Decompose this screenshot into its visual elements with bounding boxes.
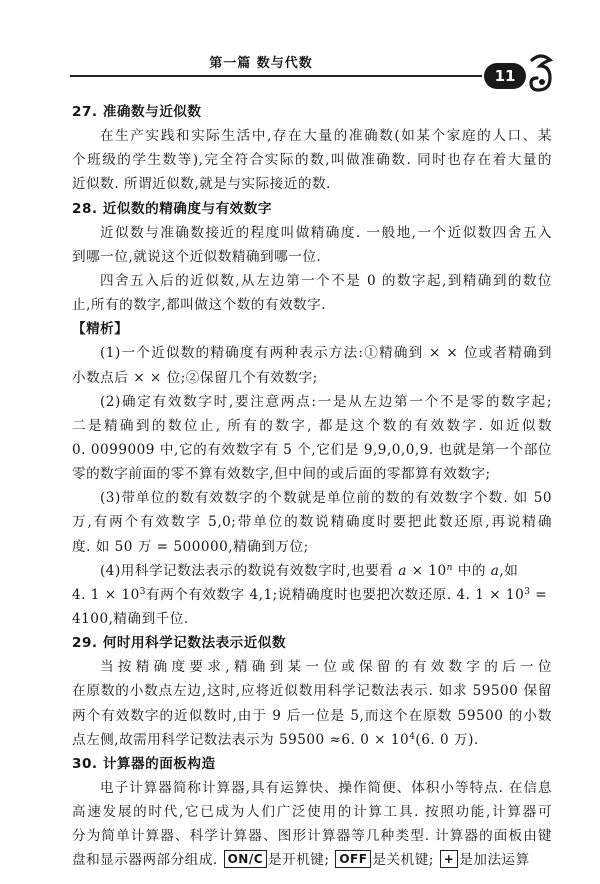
s30-p1-line-3: 分为简单计算器、科学计算器、图形计算器等几种类型. 计算器的面板由键: [72, 828, 552, 845]
text-run: 是加法运算: [459, 852, 530, 869]
section-29-heading: 29. 何时用科学记数法表示近似数: [72, 635, 287, 652]
running-header: 第一篇 数与代数: [209, 56, 313, 71]
page-body: [72, 100, 552, 873]
header-rule: [70, 75, 482, 77]
s29-p1-line-3: 两个有效数字的近似数时,由于 9 后一位是 5,而这个在原数 59500 的小数: [72, 707, 552, 724]
s28-p3-line-1: (1)一个近似数的精确度有两种表示方法:①精确到 × × 位或者精确到: [100, 345, 552, 362]
s28-p2-line-1: 四舍五入后的近似数,从左边第一个不是 0 的数字起,到精确到的数位: [100, 272, 552, 289]
s28-p1-line-1: 近似数与准确数接近的程度叫做精确度. 一般地,一个近似数四舍五入: [100, 224, 552, 241]
s28-p5-line-3: 度. 如 50 万 = 500000,精确到万位;: [72, 538, 309, 555]
s30-p1-line-2: 高速发展的时代,它已成为人们广泛使用的计算工具. 按照功能,计算器可: [72, 804, 552, 821]
text-run: 是开机键;: [268, 852, 335, 869]
text-run: 是关机键;: [372, 852, 439, 869]
s30-p1-line-1: 电子计算器简称计算器,具有运算快、操作简便、体积小等特点. 在信息: [100, 779, 552, 796]
section-27-heading: 27. 准确数与近似数: [72, 104, 202, 120]
text-run: (4)用科学记数法表示的数说有效数字时,也要看: [100, 562, 399, 579]
exponent: 3: [524, 586, 531, 597]
s28-p1-line-2: 到哪一位,就说这个近似数精确到哪一位.: [72, 248, 322, 265]
s28-p4-line-3: 0. 0099009 中,它的有效数字有 5 个,它们是 9,9,0,0,9. 也就是第一个部位: [72, 441, 552, 458]
s28-p3-line-2: 小数点后 × × 位;②保留几个有效数字;: [72, 369, 318, 386]
s29-p1-line-4: [72, 728, 552, 752]
s28-p6-line-3: 4100,精确到千位.: [72, 610, 189, 627]
variable-a: a: [490, 562, 500, 579]
s28-p4-line-4: 零的数字前面的零不算有效数字,但中间的或后面的零都算有效数字;: [72, 466, 491, 483]
text-run: 中的: [452, 562, 491, 579]
s30-p1-line-4: [72, 848, 552, 872]
section-30-heading: 30. 计算器的面板构造: [72, 755, 216, 772]
text-run: 点左侧,故需用科学记数法表示为 59500 ≈6. 0 × 10: [72, 731, 410, 748]
s28-p6-line-1: [72, 559, 552, 583]
s27-p1-line-3: 近似数. 所谓近似数,就是与实际接近的数.: [72, 176, 331, 193]
variable-a: a: [398, 562, 407, 579]
on-c-key-box: ON/C: [224, 850, 267, 868]
text-run: (6. 0 万).: [415, 731, 479, 748]
plus-key-box: +: [440, 850, 459, 868]
decorative-figure-icon: [528, 52, 554, 92]
jingxi-label: 【精析】: [72, 321, 129, 338]
text-run: 有两个有效数字 4,1;说精确度时也要把次数还原. 4. 1 × 10: [146, 586, 525, 603]
s28-p5-line-2: 万,有两个有效数字 5,0;带单位的数说精确度时要把此数还原,再说精确: [72, 514, 552, 531]
exponent: 3: [139, 586, 147, 597]
s28-p4-line-1: (2)确定有效数字时,要注意两点:一是从左边第一个不是零的数字起;: [100, 393, 552, 410]
section-28-heading: 28. 近似数的精确度与有效数字: [72, 200, 272, 217]
s29-p1-line-1: 当按精确度要求,精确到某一位或保留的有效数字的后一位: [100, 659, 552, 676]
text-run: 盘和显示器两部分组成.: [72, 852, 223, 869]
s27-p1-line-2: 个班级的学生数等),完全符合实际的数,叫做准确数. 同时也存在着大量的: [72, 152, 552, 169]
s28-p6-line-2: [72, 583, 552, 607]
text-run: 4. 1 × 10: [72, 586, 140, 603]
s28-p4-line-2: 二是精确到的数位止, 所有的数字, 都是这个数的有效数字. 如近似数: [72, 417, 552, 434]
page-number-badge: 11: [484, 63, 526, 89]
s28-p5-line-1: (3)带单位的数有效数字的个数就是单位前的数的有效数字个数. 如 50: [100, 490, 552, 507]
off-key-box: OFF: [335, 850, 371, 868]
text-run: ,如: [499, 562, 519, 579]
text-run: =: [530, 586, 548, 603]
exponent: 4: [409, 731, 416, 742]
s27-p1-line-1: 在生产实践和实际生活中,存在大量的准确数(如某个家庭的人口、某: [100, 128, 552, 145]
s29-p1-line-2: 在原数的小数点左边,这时,应将近似数用科学记数法表示. 如求 59500 保留: [72, 683, 552, 700]
text-run: × 10: [406, 562, 447, 579]
variable-n: n: [446, 562, 453, 573]
s28-p2-line-2: 止,所有的数字,都叫做这个数的有效数字.: [72, 297, 327, 314]
